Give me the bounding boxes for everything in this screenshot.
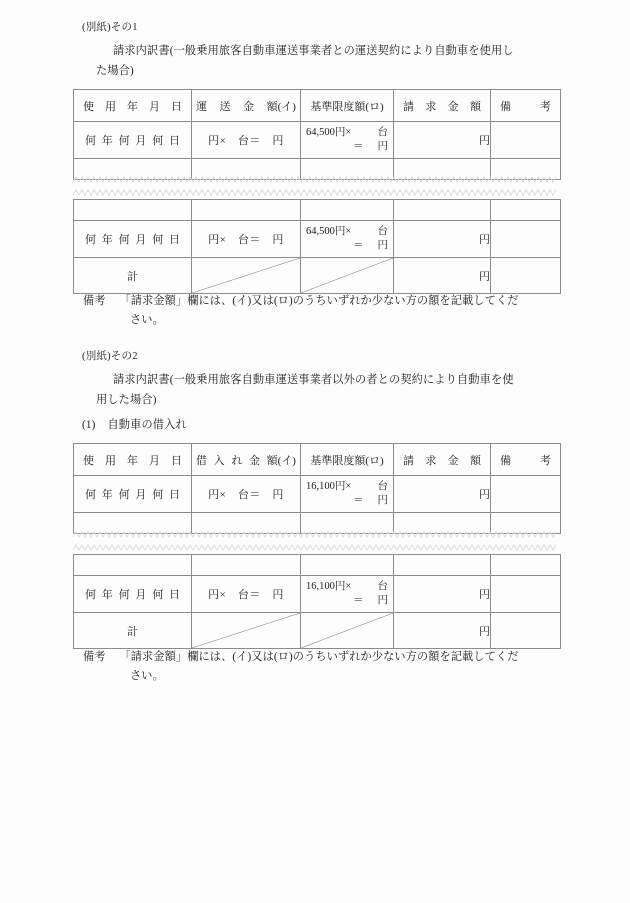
cell-limit-unit: 台 <box>377 226 388 237</box>
cell-note <box>491 122 561 159</box>
section-1-title-line1: 請求内訳書(一般乗用旅客自動車運送事業者との運送契約により自動車を使用し <box>113 45 514 57</box>
cell-claim-blank <box>394 200 491 221</box>
cell-claim: 円 <box>394 576 491 613</box>
cell-date-blank <box>74 555 192 576</box>
table-2-lower <box>73 554 561 649</box>
table-row <box>74 476 561 513</box>
cell-amount: 円× 台＝ 円 <box>192 221 301 258</box>
cell-limit-blank <box>301 555 394 576</box>
table-row-header <box>74 444 561 476</box>
cell-amount-struck <box>192 258 301 294</box>
cell-limit <box>301 476 394 513</box>
section-1-note <box>83 292 519 326</box>
header-limit-text: 基準限度額(ロ) <box>310 454 384 467</box>
header-amount-char-4: 額(イ) <box>266 100 296 113</box>
section-2-note-line2: さい。 <box>130 670 164 682</box>
diagonal-strike-icon <box>301 258 393 293</box>
section-2-note <box>83 648 519 682</box>
cell-limit-yen: 円 <box>377 141 388 152</box>
table-2-break-wave-top <box>73 531 557 545</box>
cell-limit-struck <box>301 258 394 294</box>
cell-claim: 円 <box>394 221 491 258</box>
cell-limit-equals: ＝ <box>353 495 364 506</box>
header-date-char-2: 用 <box>105 100 116 113</box>
cell-limit-yen: 円 <box>377 595 388 606</box>
header-note-char-2: 考 <box>540 100 551 113</box>
cell-total-label: 計 <box>74 258 192 294</box>
cell-note-blank <box>491 200 561 221</box>
cell-limit <box>301 221 394 258</box>
cell-date-char-1: 何 <box>85 135 96 147</box>
cell-limit-struck <box>301 613 394 649</box>
header-claim-char-1: 請 <box>403 100 414 113</box>
cell-limit-equals: ＝ <box>353 595 364 606</box>
cell-claim: 円 <box>394 122 491 159</box>
cell-note-total <box>491 258 561 294</box>
cell-amount: 円× 台＝ 円 <box>192 476 301 513</box>
diagonal-strike-icon <box>192 613 300 648</box>
header-cell-note <box>491 444 561 476</box>
cell-amount: 円× 台＝ 円 <box>192 576 301 613</box>
cell-claim-total: 円 <box>394 613 491 649</box>
cell-date-char-5: 何 <box>152 489 164 501</box>
cell-amount: 円× 台＝ 円 <box>192 122 301 159</box>
header-amount-char-3: 金 <box>243 100 255 113</box>
header-date-char-4: 月 <box>149 100 160 113</box>
header-date-char-3: 年 <box>127 454 138 467</box>
cell-limit-base: 64,500円× <box>306 226 352 237</box>
cell-amount-blank <box>192 200 301 221</box>
cell-date <box>74 122 192 159</box>
cell-note <box>491 221 561 258</box>
header-cell-claim <box>394 90 491 122</box>
cell-limit-yen: 円 <box>377 240 388 251</box>
cell-date-char-3: 何 <box>118 135 130 147</box>
cell-limit-equals: ＝ <box>353 240 364 251</box>
header-date-char-5: 日 <box>171 454 182 467</box>
cell-date-char-2: 年 <box>101 135 113 147</box>
header-claim-char-2: 求 <box>425 454 437 467</box>
section-1-label: (別紙)その1 <box>82 22 138 33</box>
cell-date-char-5: 何 <box>152 589 164 601</box>
cell-date-char-1: 何 <box>85 234 96 246</box>
cell-date-char-1: 何 <box>85 589 96 601</box>
header-note-char-2: 考 <box>540 454 551 467</box>
header-amount-char-1: 借 <box>196 454 207 467</box>
section-2-item-1 <box>82 416 187 432</box>
cell-limit-base: 16,100円× <box>306 481 352 492</box>
header-date-char-3: 年 <box>127 100 138 113</box>
cell-date-char-6: 日 <box>168 135 180 147</box>
cell-limit-unit: 台 <box>377 581 388 592</box>
table-2-upper <box>73 443 561 534</box>
header-cell-note <box>491 90 561 122</box>
section-1-note-line1: 「請求金額」欄には、(イ)又は(ロ)のうちいずれか少ない方の額を記載してくだ <box>119 295 519 307</box>
cell-limit-unit: 台 <box>377 481 388 492</box>
header-cell-date <box>74 444 192 476</box>
header-amount-char-4: 金 <box>248 454 260 467</box>
cell-limit-yen: 円 <box>377 495 388 506</box>
header-amount-char-5: 額(イ) <box>266 454 296 467</box>
table-row-total <box>74 258 561 294</box>
cell-claim: 円 <box>394 476 491 513</box>
cell-date <box>74 476 192 513</box>
header-date-char-2: 用 <box>105 454 116 467</box>
section-1-title-line2: た場合) <box>96 65 134 77</box>
cell-date-blank <box>74 200 192 221</box>
header-claim-char-2: 求 <box>425 100 437 113</box>
header-amount-char-1: 運 <box>196 100 207 113</box>
cell-date-char-6: 日 <box>168 589 180 601</box>
cell-claim-total: 円 <box>394 258 491 294</box>
header-cell-limit <box>301 444 394 476</box>
cell-limit-blank <box>301 200 394 221</box>
cell-date-char-4: 月 <box>135 135 147 147</box>
cell-note-blank <box>491 555 561 576</box>
table-1-break-wave-top <box>73 176 557 190</box>
table-row <box>74 576 561 613</box>
header-amount-char-2: 送 <box>219 100 231 113</box>
section-2-note-head: 備考 <box>83 651 106 663</box>
section-2-item-1-number: (1) <box>82 419 96 431</box>
table-row-blank <box>74 200 561 221</box>
header-date-char-4: 月 <box>149 454 160 467</box>
header-limit-text: 基準限度額(ロ) <box>310 100 384 113</box>
cell-date <box>74 576 192 613</box>
diagonal-strike-icon <box>192 258 300 293</box>
cell-note-total <box>491 613 561 649</box>
header-claim-char-4: 額 <box>469 454 481 467</box>
cell-date-char-3: 何 <box>118 489 130 501</box>
cell-amount-struck <box>192 613 301 649</box>
cell-date-char-4: 月 <box>135 589 147 601</box>
section-2-title-line2: 用した場合) <box>96 394 157 406</box>
table-1-upper <box>73 89 561 180</box>
cell-date-char-4: 月 <box>135 234 147 246</box>
cell-amount-blank <box>192 555 301 576</box>
cell-total-label: 計 <box>74 613 192 649</box>
cell-date-char-2: 年 <box>101 489 113 501</box>
header-date-char-1: 使 <box>83 100 94 113</box>
header-claim-char-3: 金 <box>447 100 459 113</box>
cell-note <box>491 476 561 513</box>
header-claim-char-4: 額 <box>469 100 481 113</box>
header-note-char-1: 備 <box>500 454 511 467</box>
cell-date <box>74 221 192 258</box>
table-1-lower <box>73 199 561 294</box>
table-row <box>74 221 561 258</box>
cell-date-char-4: 月 <box>135 489 147 501</box>
section-1-note-line2: さい。 <box>130 314 164 326</box>
diagonal-strike-icon <box>301 613 393 648</box>
header-amount-char-3: れ <box>231 454 243 467</box>
header-claim-char-1: 請 <box>403 454 414 467</box>
cell-date-char-2: 年 <box>101 589 113 601</box>
section-2-note-line1: 「請求金額」欄には、(イ)又は(ロ)のうちいずれか少ない方の額を記載してくだ <box>119 651 519 663</box>
cell-limit <box>301 576 394 613</box>
cell-claim-blank <box>394 555 491 576</box>
table-row-header <box>74 90 561 122</box>
section-2-label: (別紙)その2 <box>82 351 138 362</box>
cell-limit-base: 16,100円× <box>306 581 352 592</box>
table-row-total <box>74 613 561 649</box>
cell-note <box>491 576 561 613</box>
header-cell-date <box>74 90 192 122</box>
cell-date-char-3: 何 <box>118 234 130 246</box>
section-2-title-line1: 請求内訳書(一般乗用旅客自動車運送事業者以外の者との契約により自動車を使 <box>113 374 514 386</box>
header-amount-char-2: 入 <box>213 454 225 467</box>
header-cell-amount <box>192 444 301 476</box>
header-cell-limit <box>301 90 394 122</box>
cell-date-char-1: 何 <box>85 489 96 501</box>
table-row <box>74 122 561 159</box>
cell-limit-unit: 台 <box>377 127 388 138</box>
section-1-note-head: 備考 <box>83 295 106 307</box>
cell-date-char-3: 何 <box>118 589 130 601</box>
cell-date-char-5: 何 <box>152 135 164 147</box>
header-date-char-5: 日 <box>171 100 182 113</box>
cell-date-char-5: 何 <box>152 234 164 246</box>
table-row-blank <box>74 555 561 576</box>
header-cell-amount <box>192 90 301 122</box>
header-note-char-1: 備 <box>500 100 511 113</box>
header-cell-claim <box>394 444 491 476</box>
cell-limit <box>301 122 394 159</box>
cell-date-char-2: 年 <box>101 234 113 246</box>
header-claim-char-3: 金 <box>447 454 459 467</box>
cell-limit-base: 64,500円× <box>306 127 352 138</box>
header-date-char-1: 使 <box>83 454 94 467</box>
cell-limit-equals: ＝ <box>353 141 364 152</box>
section-2-item-1-label: 自動車の借入れ <box>107 419 187 431</box>
cell-date-char-6: 日 <box>168 234 180 246</box>
cell-date-char-6: 日 <box>168 489 180 501</box>
